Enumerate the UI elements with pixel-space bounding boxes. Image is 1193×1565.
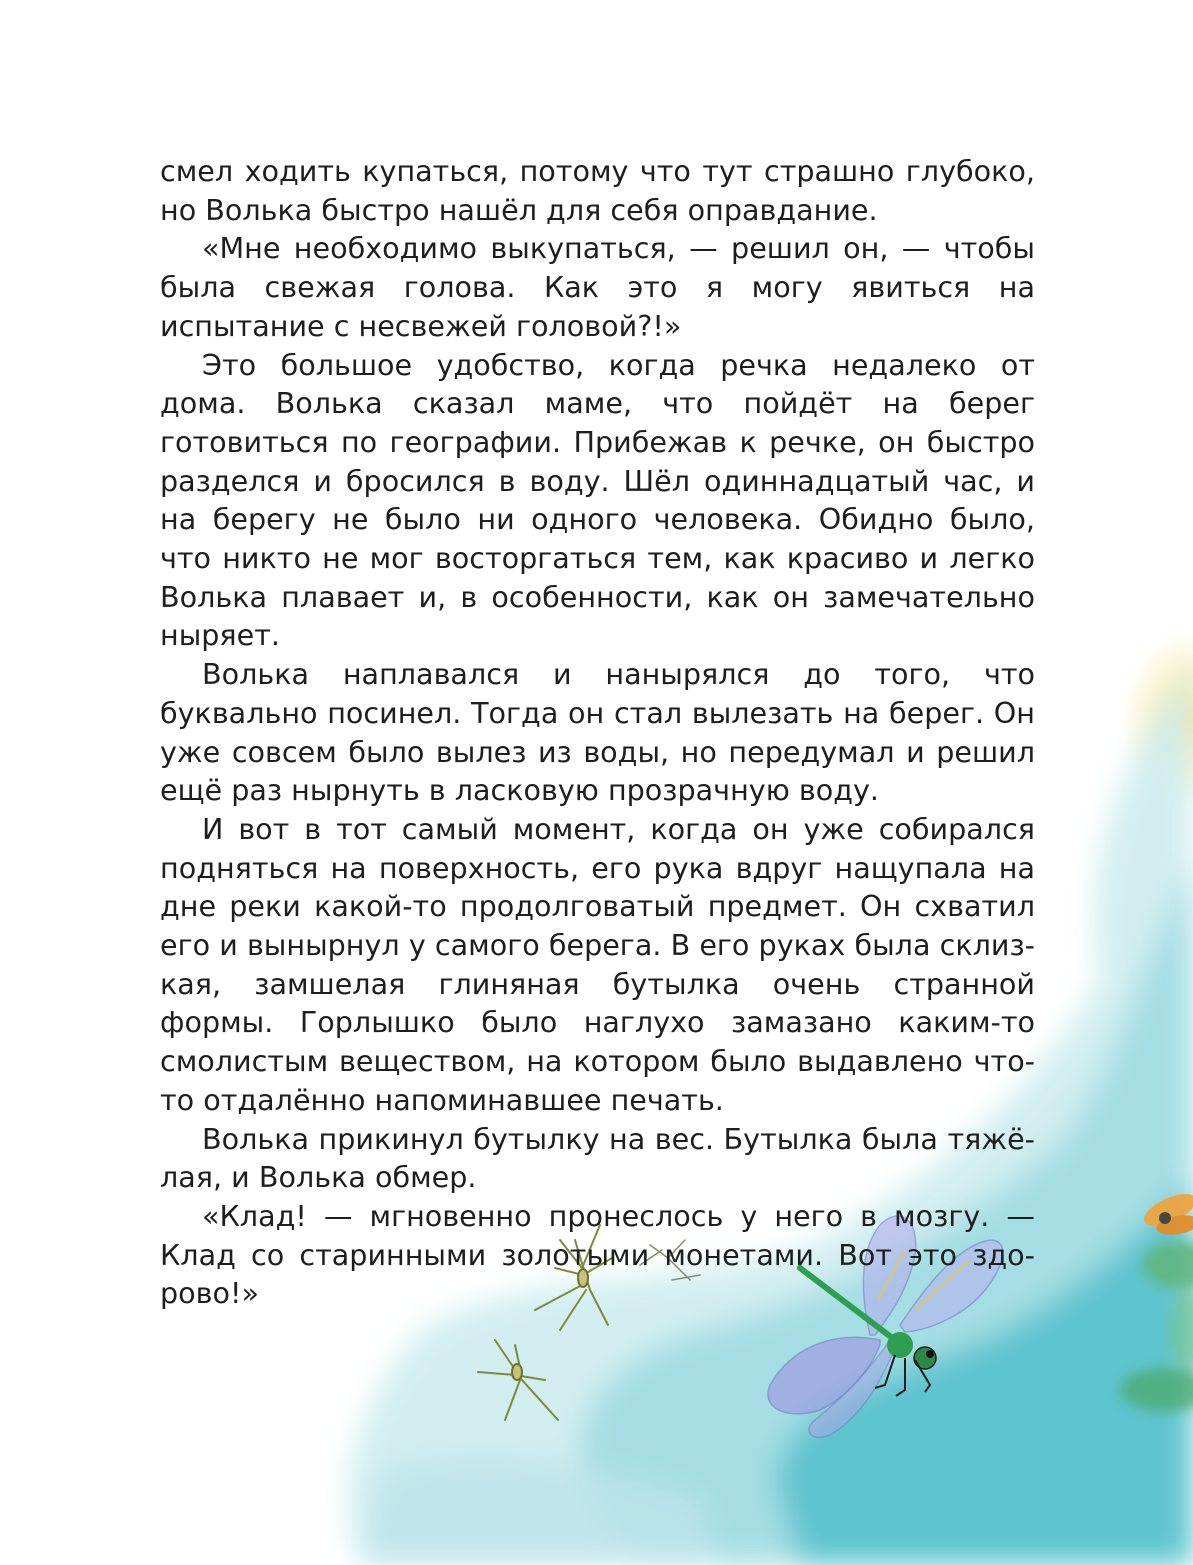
paragraph-7: «Клад! — мгновенно пронеслось у него в мозгу. — Клад со старинными золотыми монетами. Вот это здорово!» xyxy=(160,1198,1035,1311)
paragraph-1: смел ходить купаться, потому что тут страшно глубоко, но Волька быстро нашёл для себя оправдание. xyxy=(160,154,1035,227)
story-text xyxy=(160,152,1035,1313)
paragraph-2: «Мне необходимо выкупаться, — решил он, — чтобы была свежая голова. Как это я могу явиться на испытание с несвежей головой?!» xyxy=(160,231,1035,343)
dragonfly-thorax xyxy=(887,1332,913,1358)
paragraph-4: Волька наплавался и нанырялся до того, что буквально посинел. Тогда он стал вылезать на берег. Он уже совсем было вылез из воды, но передумал и решил ещё раз нырнуть в ласковую прозрачную воду. xyxy=(160,657,1035,808)
paragraph-5: И вот в тот самый момент, когда он уже собирался подняться на поверхность, его рука вдруг нащупала на дне реки какой-то продолговатый предмет. Он схватил его и вынырнул у самого берега. В его руках была склизкая, замшелая глиняная бутылка очень странной формы. Горлышко было наглухо замазано каким-то смолистым веществом, на котором было выдавлено что-то отдалённо напоминавшее печать. xyxy=(160,811,1035,1117)
paragraph-6: Волька прикинул бутылку на вес. Бутылка была тяжёлая, и Волька обмер. xyxy=(160,1121,1035,1195)
paragraph-3: Это большое удобство, когда речка недалеко от дома. Волька сказал маме, что пойдёт на берег готовиться по географии. Прибежав к речке, он быстро разделся и бросился в воду. Шёл одиннадцатый час, и на берегу не было ни одного человека. Обидно было, что никто не мог восторгаться тем, как красиво и легко Волька плавает и, в особенности, как он замечательно ныряет. xyxy=(160,347,1035,653)
